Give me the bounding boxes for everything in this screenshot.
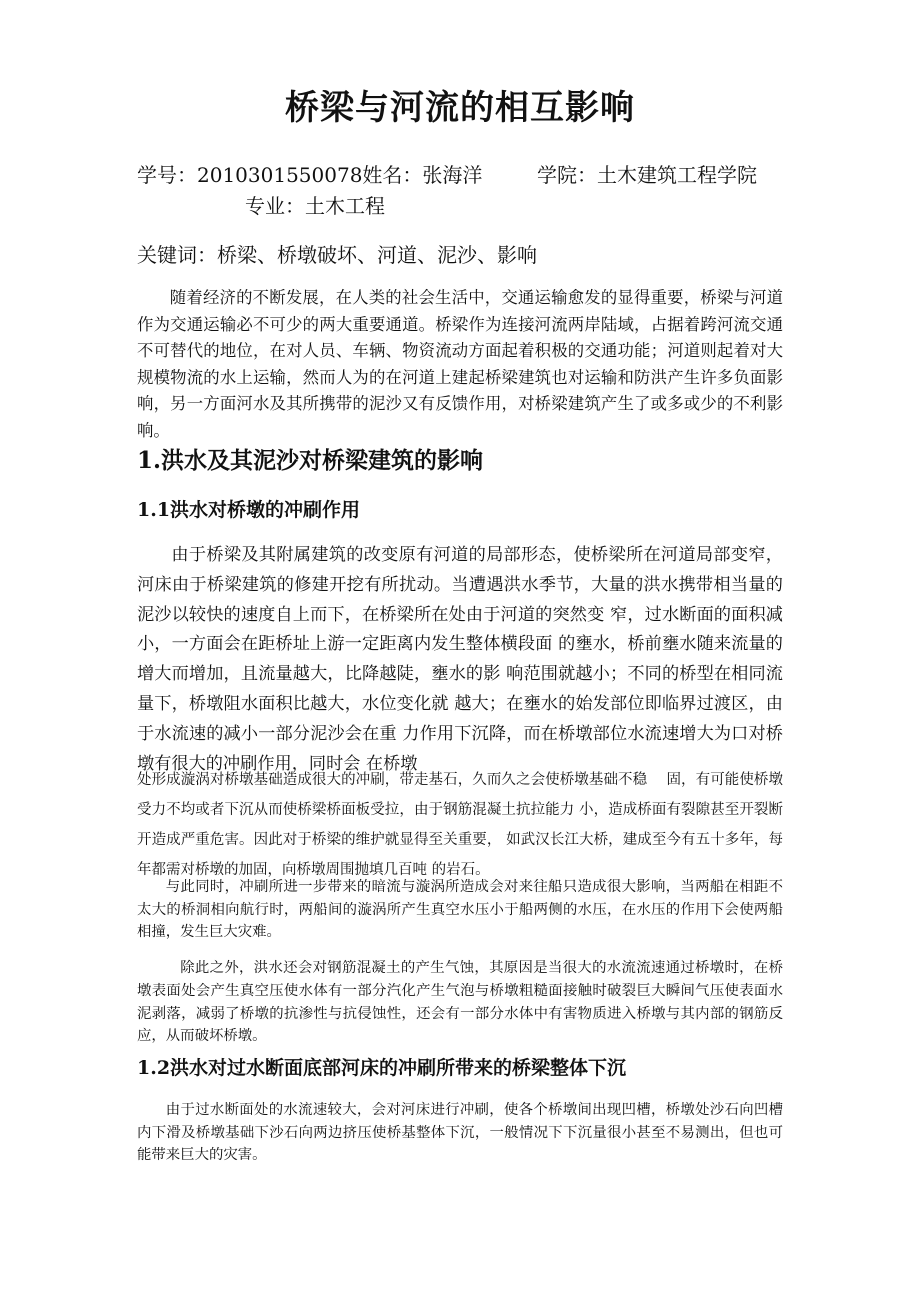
document-title: 桥梁与河流的相互影响: [285, 88, 635, 128]
student-id-and-name: 学号：2010301550078姓名：张海洋: [137, 163, 483, 187]
college-info: 学院：土木建筑工程学院: [537, 163, 757, 187]
intro-paragraph: 随着经济的不断发展，在人类的社会生活中，交通运输愈发的显得重要，桥梁与河道作为交通运输必不可少的两大重要通道。桥梁作为连接河流两岸陆域，占据着跨河流交通不可替代的地位，在对人员、车辆、物资流动方面起着积极的交通功能；河道则起着对大规模物流的水上运输，然而人为的在河道上建起桥梁建筑也对运输和防洪产生许多负面影响，另一方面河水及其所携带的泥沙又有反馈作用，对桥梁建筑产生了或多或少的不利影响。: [137, 288, 783, 440]
section-1-heading: 1.洪水及其泥沙对桥梁建筑的影响: [137, 447, 484, 474]
section-1-1-paragraph-c: 与此同时，冲刷所进一步带来的暗流与漩涡所造成会对来往船只造成很大影响，当两船在相距不太大的桥洞相向航行时，两船间的漩涡所产生真空水压小于船两侧的水压，在水压的作用下会使两船相撞，发生巨大灾难。: [137, 879, 783, 941]
keywords-line: 关键词：桥梁、桥墩破坏、河道、泥沙、影响: [137, 243, 537, 267]
section-1-2-paragraph: 由于过水断面处的水流速较大，会对河床进行冲刷，使各个桥墩间出现凹槽，桥墩处沙石向凹槽内下滑及桥墩基础下沙石向两边挤压使桥基整体下沉，一般情况下下沉量很小甚至不易测出，但也可能带来巨大的灾害。: [137, 1102, 783, 1164]
section-1-1-paragraph-d: 除此之外，洪水还会对钢筋混凝土的产生气蚀，其原因是当很大的水流流速通过桥墩时，在桥墩表面处会产生真空压使水体有一部分汽化产生气泡与桥墩粗糙面接触时破裂巨大瞬间气压使表面水泥剥落，减弱了桥墩的抗渗性与抗侵蚀性，还会有一部分水体中有害物质进入桥墩与其内部的钢筋反应，从而破坏桥墩。: [137, 960, 783, 1045]
section-1-1-paragraph-a: 由于桥梁及其附属建筑的改变原有河道的局部形态，使桥梁所在河道局部变窄，河床由于桥梁建筑的修建开挖有所扰动。当遭遇洪水季节，大量的洪水携带相当量的泥沙以较快的速度自上而下，在桥梁所在处由于河道的突然变 窄，过水断面的面积减小，一方面会在距桥址上游一定距离内发生整体横段面 的壅水，桥前壅水随来流量的增大而增加，且流量越大，比降越陡，壅水的影 响范围就越小；不同的桥型在相同流量下，桥墩阻水面积比越大，水位变化就 越大；在壅水的始发部位即临界过渡区，由于水流速的减小一部分泥沙会在重 力作用下沉降，而在桥墩部位水流速增大为口对桥墩有很大的冲刷作用，同时会 在桥墩: [137, 545, 783, 774]
section-1-2-heading: 1.2洪水对过水断面底部河床的冲刷所带来的桥梁整体下沉: [137, 1057, 627, 1079]
major-info: 专业：土木工程: [245, 194, 385, 218]
section-1-1-paragraph-b: 处形成漩涡对桥墩基础造成很大的冲刷，带走基石，久而久之会使桥墩基础不稳 固，有可能使桥墩受力不均或者下沉从而使桥梁桥面板受拉，由于钢筋混凝土抗拉能力 小，造成桥面有裂隙甚至开裂断开造成严重危害。因此对于桥梁的维护就显得至关重要， 如武汉长江大桥，建成至今有五十多年，每年都需对桥墩的加固，向桥墩周围抛填几百吨 的岩石。: [137, 772, 783, 878]
section-1-1-heading: 1.1洪水对桥墩的冲刷作用: [137, 499, 361, 521]
